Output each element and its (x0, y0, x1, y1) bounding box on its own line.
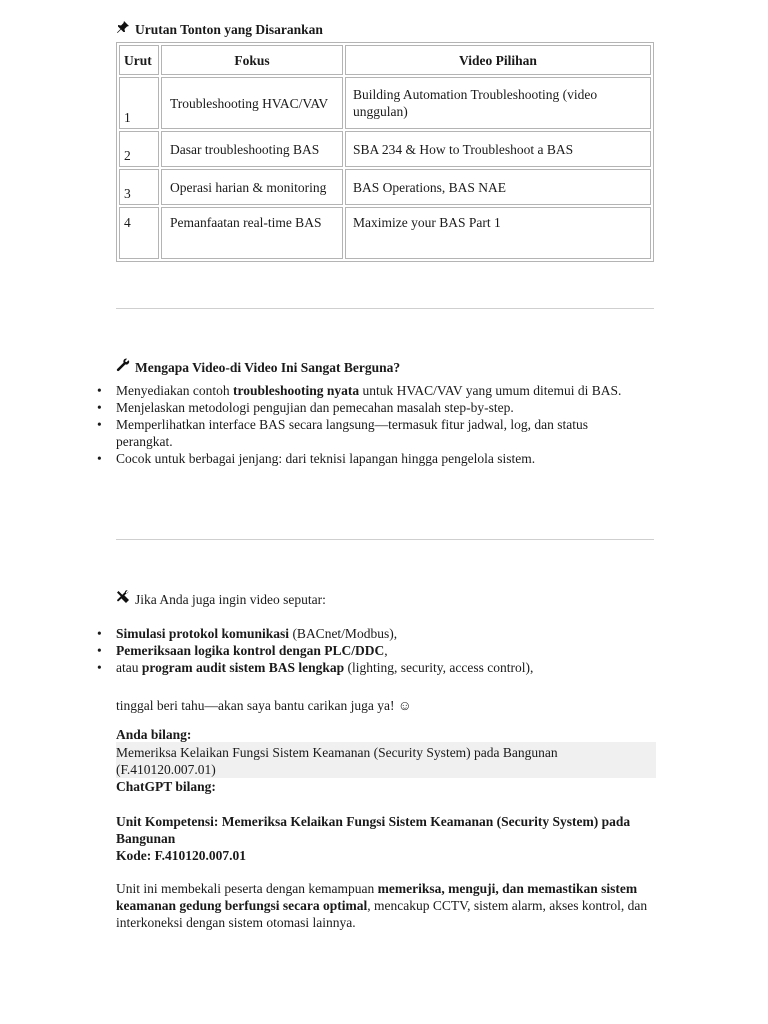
pushpin-icon (116, 20, 132, 38)
row-number: 1 (119, 77, 159, 129)
unit-title: Unit Kompetensi: Memeriksa Kelaikan Fungsi Sistem Keamanan (Security System) pada Bangunan (116, 814, 631, 846)
wrench-icon (116, 358, 132, 376)
section-title: Mengapa Video-di Video Ini Sangat Berguna? (135, 360, 401, 375)
list-item: • Cocok untuk berbagai jenjang: dari teknisi lapangan hingga pengelola sistem. (92, 450, 632, 467)
unit-code: Kode: F.410120.007.01 (116, 848, 247, 863)
table-header-row (119, 45, 651, 75)
section-divider (116, 308, 654, 309)
section-heading-watch-order (116, 20, 323, 38)
more-videos-list (92, 625, 652, 676)
row-video: SBA 234 & How to Troubleshoot a BAS (345, 131, 651, 167)
list-item: • Simulasi protokol komunikasi (BACnet/Modbus), (92, 625, 652, 642)
row-focus: Dasar troubleshooting BAS (161, 131, 343, 167)
table-row (119, 169, 651, 205)
closing-line: tinggal beri tahu—akan saya bantu carikan juga ya! ☺ (116, 698, 412, 713)
table-row (119, 131, 651, 167)
row-video: Building Automation Troubleshooting (video unggulan) (345, 77, 651, 129)
list-item: • atau program audit sistem BAS lengkap (lighting, security, access control), (92, 659, 652, 676)
list-item: • Menjelaskan metodologi pengujian dan pemecahan masalah step-by-step. (92, 399, 632, 416)
row-video: Maximize your BAS Part 1 (345, 207, 651, 259)
row-focus: Troubleshooting HVAC/VAV (161, 77, 343, 129)
row-number: 2 (119, 131, 159, 167)
list-item: • Pemeriksaan logika kontrol dengan PLC/DDC, (92, 642, 652, 659)
user-label: Anda bilang: (116, 727, 192, 742)
why-useful-list (92, 382, 632, 467)
row-number: 4 (119, 207, 159, 259)
row-focus: Operasi harian & monitoring (161, 169, 343, 205)
more-videos-intro: Jika Anda juga ingin video seputar: (116, 590, 326, 608)
section-title: Urutan Tonton yang Disarankan (135, 22, 323, 37)
watch-order-table (116, 42, 654, 262)
tools-icon (116, 590, 132, 608)
user-message: Memeriksa Kelaikan Fungsi Sistem Keamanan (Security System) pada Bangunan (F.410120.007.01) (116, 745, 558, 777)
column-header-video: Video Pilihan (345, 45, 651, 75)
list-item: • Memperlihatkan interface BAS secara langsung—termasuk fitur jadwal, log, dan status perangkat. (92, 416, 632, 450)
table-row (119, 77, 651, 129)
row-number: 3 (119, 169, 159, 205)
column-header-fokus: Fokus (161, 45, 343, 75)
section-divider (116, 539, 654, 540)
list-item: • Menyediakan contoh troubleshooting nyata untuk HVAC/VAV yang umum ditemui di BAS. (92, 382, 632, 399)
unit-description: Unit ini membekali peserta dengan kemampuan memeriksa, menguji, dan memastikan sistem keamanan gedung berfungsi secara optimal, mencakup CCTV, sistem alarm, akses kontrol, dan interkoneksi dengan sistem otomasi lainnya. (116, 881, 648, 930)
column-header-urut: Urut (119, 45, 159, 75)
row-focus: Pemanfaatan real-time BAS (161, 207, 343, 259)
assistant-label: ChatGPT bilang: (116, 779, 216, 794)
section-heading-why-useful (116, 358, 400, 376)
row-video: BAS Operations, BAS NAE (345, 169, 651, 205)
table-row (119, 207, 651, 259)
